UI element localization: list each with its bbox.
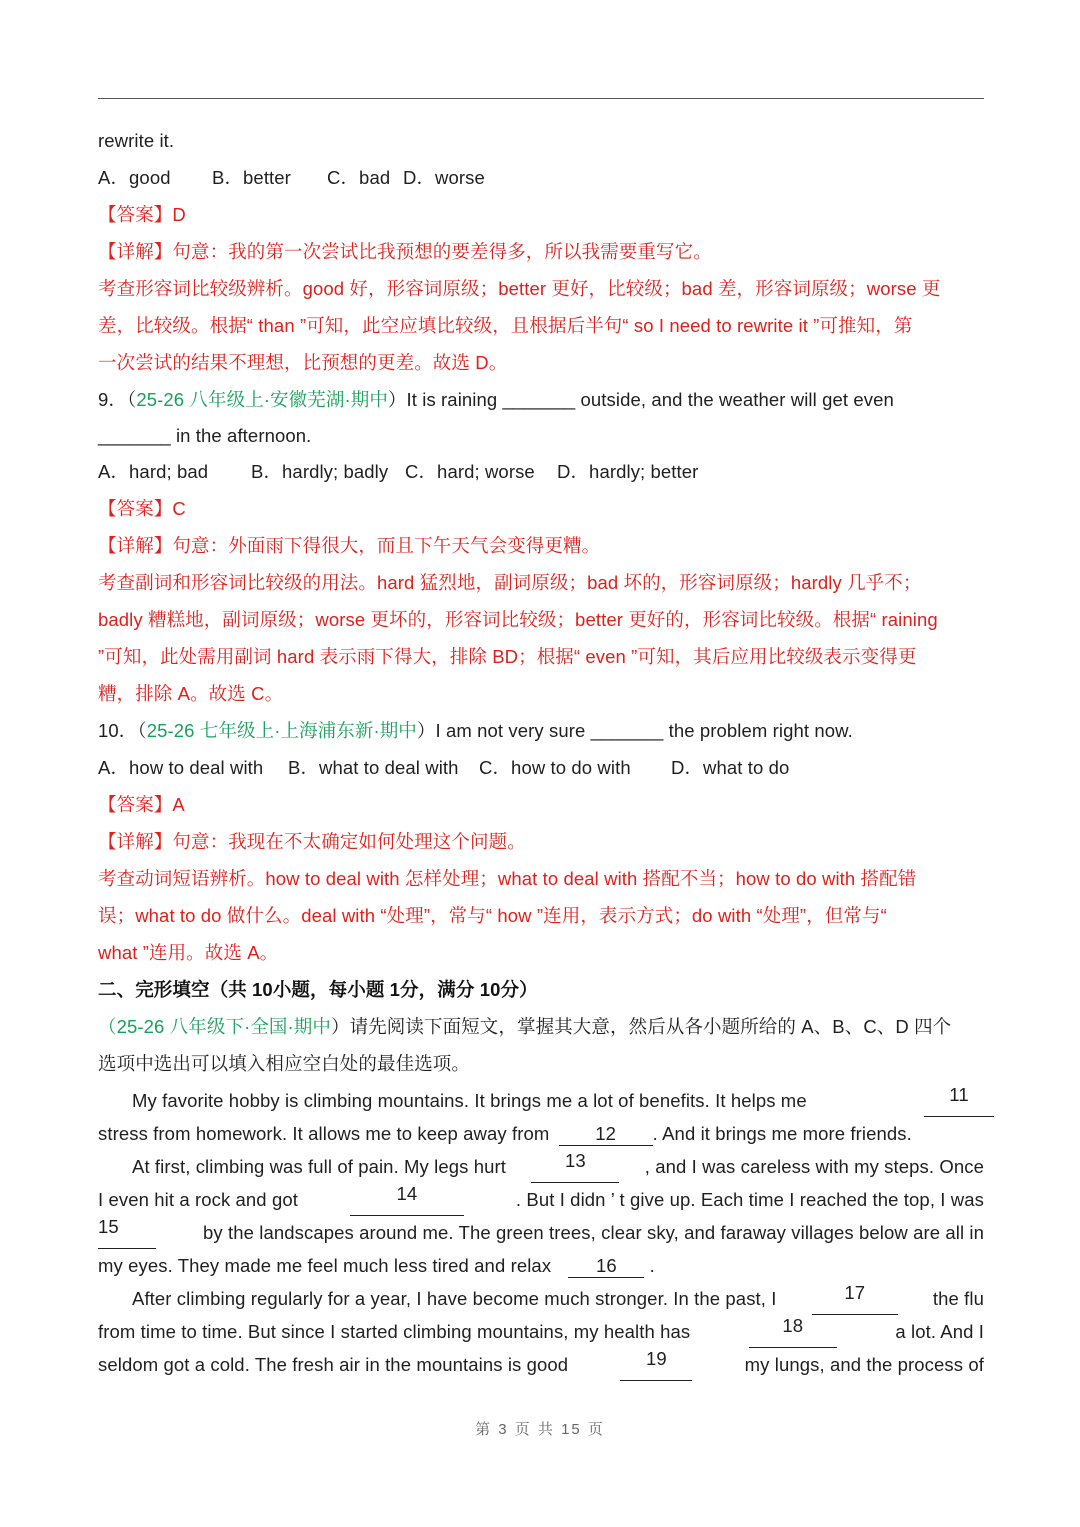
blank-13: 13: [531, 1150, 619, 1183]
blank-14: 14: [350, 1183, 464, 1216]
passage-text-1c: . And it brings me more friends.: [652, 1123, 912, 1144]
q10-answer: 【答案】A: [98, 794, 185, 815]
passage-line4: [98, 1183, 984, 1216]
q9-number: 9．（: [98, 389, 137, 410]
passage-text-1a: My favorite hobby is climbing mountains. It brings me a lot of benefits. It helps me: [132, 1090, 807, 1111]
page-footer: 第 3 页 共 15 页: [475, 1421, 605, 1438]
passage-text-3f: my lungs, and the process of: [744, 1354, 984, 1375]
q8-explain-line3: 差，比较级。根据“ than ”可知，此空应填比较级，且根据后半句“ so I need to rewrite it ”可推知，第: [98, 315, 913, 336]
q8-options: [98, 159, 984, 196]
passage-line6: [98, 1249, 984, 1282]
q8-option-d: D．worse: [403, 167, 485, 188]
q10-option-a: A．how to deal with: [98, 757, 264, 778]
passage-text-2e: by the landscapes around me. The green trees, clear sky, and faraway villages below are all in: [203, 1222, 984, 1243]
passage-line7: [98, 1282, 984, 1315]
q10-explain-line2: 考查动词短语辨析。how to deal with 怎样处理；what to deal with 搭配不当；how to do with 搭配错: [98, 868, 917, 889]
q9-option-c: C．hard; worse: [405, 461, 535, 482]
section2-intro-text: ）请先阅读下面短文，掌握其大意，然后从各小题所给的 A、B、C、D 四个: [331, 1016, 952, 1037]
q9-option-a: A．hard; bad: [98, 461, 209, 482]
cloze-passage: [98, 1084, 984, 1381]
q10-options: [98, 749, 984, 786]
q9-stem-line1: [98, 381, 984, 418]
q10-tag-close: ）: [416, 720, 436, 741]
q10-option-b: B．what to deal with: [288, 757, 459, 778]
passage-line3: [98, 1150, 984, 1183]
q10-option-d: D．what to do: [671, 757, 790, 778]
q9-answer: 【答案】C: [98, 498, 186, 519]
q9-source-tag: 25-26 八年级上·安徽芜湖·期中: [136, 389, 388, 410]
passage-text-3e: seldom got a cold. The fresh air in the mountains is good: [98, 1354, 569, 1375]
q9-explain-line3: badly 糟糕地，副词原级；worse 更坏的，形容词比较级；better 更好的，形容词比较级。根据“ raining: [98, 609, 938, 630]
header-rule: [98, 98, 984, 99]
passage-text-3d: a lot. And I: [895, 1321, 984, 1342]
passage-line2: [98, 1117, 984, 1150]
passage-text-2d: . But I didn ’ t give up. Each time I reached the top, I was: [515, 1189, 984, 1210]
blank-19: 19: [620, 1348, 692, 1381]
passage-text-1b: stress from homework. It allows me to keep away from: [98, 1123, 550, 1144]
q8-option-c: C．bad: [327, 167, 391, 188]
blank-12: 12: [559, 1123, 653, 1146]
q8-option-b: B．better: [212, 167, 291, 188]
q9-option-b: B．hardly; badly: [251, 461, 389, 482]
passage-line5: [98, 1216, 984, 1249]
blank-17: 17: [812, 1282, 898, 1315]
q8-explain-line4: 一次尝试的结果不理想，比预想的更差。故选 D。: [98, 352, 508, 373]
q10-explain-line4: what ”连用。故选 A。: [98, 942, 279, 963]
passage-line9: [98, 1348, 984, 1381]
passage-text-2g: .: [649, 1255, 655, 1276]
passage-line1: [98, 1084, 984, 1117]
q8-stem-tail: rewrite it.: [98, 130, 175, 151]
section2-intro-open: （: [98, 1016, 117, 1037]
page-content: [98, 122, 984, 1381]
q9-explain-line4: ”可知，此处需用副词 hard 表示雨下得大，排除 BD；根据“ even ”可知，其后应用比较级表示变得更: [98, 646, 917, 667]
blank-11: 11: [924, 1084, 994, 1117]
section2-source-tag: 25-26 八年级下·全国·期中: [116, 1016, 331, 1037]
q10-explain-line3: 误；what to do 做什么。deal with “处理”，常与“ how ”连用，表示方式；do with “处理”，但常与“: [98, 905, 887, 926]
q10-source-tag: 25-26 七年级上·上海浦东新·期中: [146, 720, 417, 741]
passage-text-2f: my eyes. They made me feel much less tired and relax: [98, 1255, 552, 1276]
blank-15: 15: [98, 1216, 156, 1249]
passage-text-3b: the flu: [932, 1288, 984, 1309]
passage-text-3c: from time to time. But since I started climbing mountains, my health has: [98, 1321, 691, 1342]
q9-explain-line2: 考查副词和形容词比较级的用法。hard 猛烈地，副词原级；bad 坏的，形容词原级；hardly 几乎不；: [98, 572, 922, 593]
q9-explain-line5: 糟，排除 A。故选 C。: [98, 683, 284, 704]
passage-text-2c: I even hit a rock and got: [98, 1189, 298, 1210]
section2-intro-line1: [98, 1008, 984, 1045]
q10-stem: [98, 712, 984, 749]
q9-stem-line2: _______ in the afternoon.: [98, 425, 312, 446]
section2-intro-line2: 选项中选出可以填入相应空白处的最佳选项。: [98, 1053, 471, 1074]
q10-option-c: C．how to do with: [479, 757, 631, 778]
q10-number: 10．（: [98, 720, 147, 741]
q10-stem-text: I am not very sure _______ the problem right now.: [435, 720, 853, 741]
q8-explain-text2: 考查形容词比较级辨析。good 好，形容词原级；better 更好，比较级；bad 差，形容词原级；worse 更: [98, 278, 941, 299]
q10-explain-line1: 【详解】句意：我现在不太确定如何处理这个问题。: [98, 831, 526, 852]
blank-18: 18: [749, 1315, 837, 1348]
q8-explain-line1: 【详解】句意：我的第一次尝试比我预想的要差得多，所以我需要重写它。: [98, 241, 712, 262]
passage-text-2a: At first, climbing was full of pain. My legs hurt: [132, 1156, 507, 1177]
q9-tag-close: ）: [387, 389, 407, 410]
passage-text-3a: After climbing regularly for a year, I have become much stronger. In the past, I: [132, 1288, 777, 1309]
q9-explain-line1: 【详解】句意：外面雨下得很大，而且下午天气会变得更糟。: [98, 535, 601, 556]
q8-answer: 【答案】D: [98, 204, 186, 225]
blank-16: 16: [568, 1255, 644, 1278]
q9-stem-text1: It is raining _______ outside, and the weather will get even: [406, 389, 894, 410]
section2-heading: 二、完形填空（共 10小题，每小题 1分，满分 10分）: [98, 979, 538, 1000]
q8-explain-line2: [98, 270, 984, 307]
q9-option-d: D．hardly; better: [557, 461, 699, 482]
passage-line8: [98, 1315, 984, 1348]
passage-text-2b: , and I was careless with my steps. Once: [644, 1156, 984, 1177]
q9-options: [98, 453, 984, 490]
q8-option-a: A．good: [98, 167, 171, 188]
